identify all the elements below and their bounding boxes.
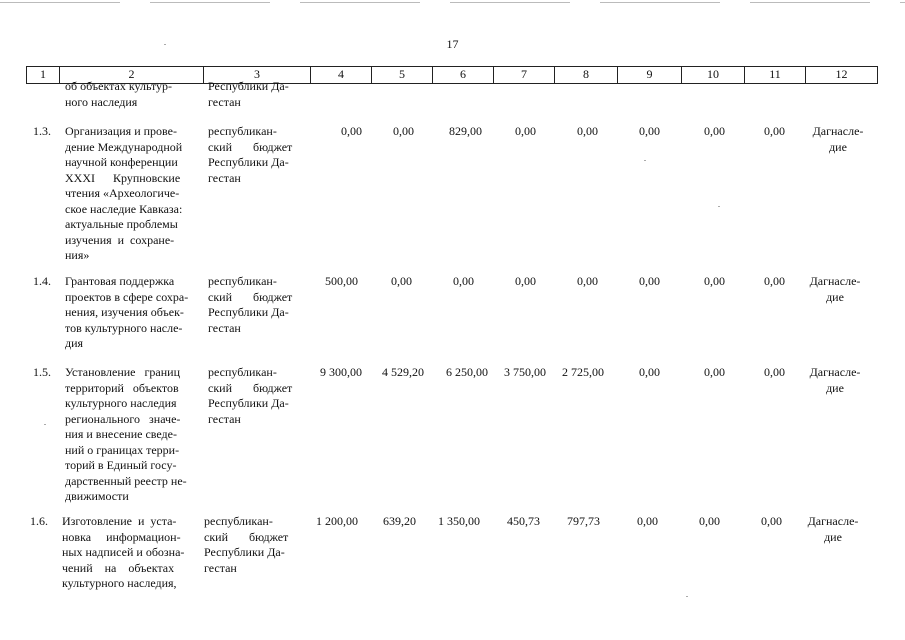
row-value-col10: 0,00	[704, 124, 725, 138]
row-source: республикан- ский бюджет Республики Да- гестан	[208, 274, 293, 335]
row-name: Установление границ территорий объектов культурного наследия регионального значе- ния и внесение сведе- ний о границах терри- торий в Единый госу- дарственный реестр не- движимости	[65, 365, 187, 503]
row-value-col7: 3 750,00	[504, 365, 546, 379]
continuation-source: Республики Да- гестан	[208, 79, 289, 109]
header-col-1: 1	[26, 66, 59, 84]
row-name: Организация и прове- дение Международной научной конференции XXXI Крупновские чтения «Археологиче- ское наследие Кавказа: актуальные проблемы изучения и сохране- ния»	[65, 124, 183, 262]
row-value-col6: 829,00	[449, 124, 482, 138]
row-value-col10: 0,00	[704, 274, 725, 288]
header-col-8: 8	[554, 66, 617, 84]
row-value-col9: 0,00	[639, 274, 660, 288]
row-value-col10: 0,00	[699, 514, 720, 528]
row-value-col11: 0,00	[764, 124, 785, 138]
header-col-11: 11	[744, 66, 805, 84]
row-value-col5: 0,00	[391, 274, 412, 288]
row-value-col5: 4 529,20	[382, 365, 424, 379]
scan-speck	[164, 44, 166, 45]
header-col-12: 12	[805, 66, 878, 84]
row-executor: Дагнасле- дие	[812, 124, 864, 154]
row-value-col10: 0,00	[704, 365, 725, 379]
scan-speck	[644, 160, 646, 161]
row-value-col4: 9 300,00	[320, 365, 362, 379]
row-executor: Дагнасле- дие	[809, 365, 861, 395]
row-value-col8: 0,00	[577, 274, 598, 288]
row-name: Изготовление и уста- новка информацион- ных надписей и обозна- чений на объектах культурного наследия,	[62, 514, 185, 590]
row-executor: Дагнасле- дие	[809, 274, 861, 304]
row-value-col11: 0,00	[764, 274, 785, 288]
row-name: Грантовая поддержка проектов в сфере сохра- нения, изучения объек- тов культурного насле- дия	[65, 274, 189, 350]
row-id: 1.6.	[30, 514, 48, 528]
row-value-col6: 6 250,00	[446, 365, 488, 379]
row-value-col11: 0,00	[764, 365, 785, 379]
row-source: республикан- ский бюджет Республики Да- гестан	[208, 124, 293, 185]
row-value-col9: 0,00	[639, 124, 660, 138]
row-value-col8: 0,00	[577, 124, 598, 138]
row-value-col5: 639,20	[383, 514, 416, 528]
header-col-5: 5	[371, 66, 432, 84]
page-number: 17	[446, 37, 459, 51]
row-value-col5: 0,00	[393, 124, 414, 138]
header-col-7: 7	[493, 66, 554, 84]
row-value-col7: 0,00	[515, 274, 536, 288]
row-value-col6: 1 350,00	[438, 514, 480, 528]
row-value-col7: 0,00	[515, 124, 536, 138]
row-id: 1.3.	[33, 124, 51, 138]
row-value-col8: 2 725,00	[562, 365, 604, 379]
row-value-col8: 797,73	[567, 514, 600, 528]
scan-speck	[44, 424, 46, 425]
row-source: республикан- ский бюджет Республики Да- гестан	[208, 365, 293, 426]
row-value-col9: 0,00	[637, 514, 658, 528]
row-value-col9: 0,00	[639, 365, 660, 379]
scan-edge-rule	[0, 2, 905, 3]
header-col-10: 10	[681, 66, 744, 84]
row-source: республикан- ский бюджет Республики Да- гестан	[204, 514, 289, 575]
scan-speck	[718, 206, 720, 207]
header-col-9: 9	[617, 66, 681, 84]
row-value-col4: 1 200,00	[316, 514, 358, 528]
row-value-col4: 500,00	[325, 274, 358, 288]
header-col-4: 4	[310, 66, 371, 84]
header-col-6: 6	[432, 66, 493, 84]
row-id: 1.5.	[33, 365, 51, 379]
scan-speck	[686, 596, 688, 597]
continuation-name: об объектах культур- ного наследия	[65, 79, 173, 109]
row-id: 1.4.	[33, 274, 51, 288]
header-col-3: 3	[203, 66, 310, 84]
row-value-col7: 450,73	[507, 514, 540, 528]
row-value-col4: 0,00	[341, 124, 362, 138]
header-col-2: 2	[59, 66, 203, 84]
row-value-col11: 0,00	[761, 514, 782, 528]
row-value-col6: 0,00	[453, 274, 474, 288]
row-executor: Дагнасле- дие	[807, 514, 859, 544]
